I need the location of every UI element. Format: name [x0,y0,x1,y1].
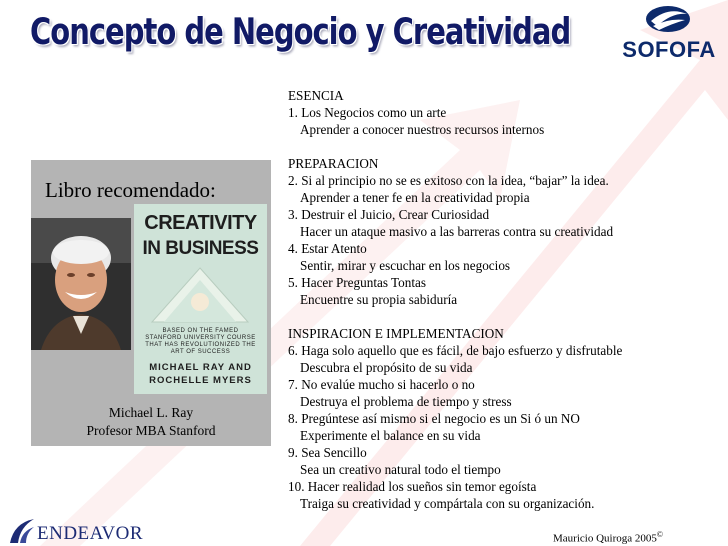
sofofa-logo [615,4,723,66]
footer-credit-text: Mauricio Quiroga 2005 [553,532,657,545]
panel-heading: Libro recomendado: [45,178,216,202]
page-title: Concepto de Negocio y Creatividad [30,10,571,53]
principle-item: 8. Pregúntese así mismo si el negocio es un Si ó un NO [288,411,580,426]
principle-description: Destruya el problema de tiempo y stress [300,394,512,409]
endeavor-logo [8,515,144,545]
principle-item: 7. No evalúe mucho si hacerlo o no [288,377,475,392]
book-cover-blurb: BASED ON THE FAMED STANFORD UNIVERSITY COURSE THAT HAS REVOLUTIONIZED THE ART OF SUCCESS [145,328,256,355]
sofofa-logo-mark-icon [643,4,693,34]
principle-item: 3. Destruir el Juicio, Crear Curiosidad [288,207,490,222]
principle-item: 4. Estar Atento [288,241,367,256]
author-photo [31,218,131,350]
principle-item: ESENCIA [288,88,344,103]
principle-item: 6. Haga solo aquello que es fácil, de bajo esfuerzo y disfrutable [288,343,623,358]
principle-item: 5. Hacer Preguntas Tontas [288,275,426,290]
endeavor-logo-icon [8,517,36,545]
book-cover-title: CREATIVITY [144,212,257,234]
book-cover-author-1: MICHAEL RAY AND [149,362,252,373]
principles-list [288,87,718,512]
principle-description: Encuentre su propia sabiduría [300,292,458,307]
principle-description: Traiga su creatividad y compártala con su organización. [300,496,595,511]
principle-item: 1. Los Negocios como un arte [288,105,447,120]
sofofa-logo-text: SOFOFA [622,37,716,62]
content-spacer [288,138,718,155]
principle-item: PREPARACION [288,156,379,171]
principle-description: Descubra el propósito de su vida [300,360,473,375]
principle-item: 2. Si al principio no se es exitoso con la idea, “bajar” la idea. [288,173,609,188]
footer-credit [553,530,663,545]
copyright-mark: © [656,530,663,539]
book-cover [134,204,267,394]
author-portrait-image [31,218,131,350]
content-spacer [288,308,718,325]
principle-item: 9. Sea Sencillo [288,445,367,460]
principle-item: 10. Hacer realidad los sueños sin temor egoísta [288,479,537,494]
endeavor-logo-text: ENDEAVOR [37,523,144,544]
book-cover-authors [140,361,261,387]
principle-item: INSPIRACION E IMPLEMENTACION [288,326,504,341]
author-role: Profesor MBA Stanford [86,423,216,438]
principle-description: Aprender a conocer nuestros recursos internos [300,122,545,137]
book-recommendation-panel [31,160,271,446]
principle-description: Sentir, mirar y escuchar en los negocios [300,258,511,273]
principle-description: Aprender a tener fe en la creatividad propia [300,190,530,205]
book-cover-subtitle: IN BUSINESS [142,238,259,259]
principle-description: Experimente el balance en su vida [300,428,481,443]
author-name: Michael L. Ray [108,405,194,420]
book-cover-illustration [150,266,251,324]
principle-description: Sea un creativo natural todo el tiempo [300,462,501,477]
principle-description: Hacer un ataque masivo a las barreras contra su creatividad [300,224,614,239]
author-caption [31,404,271,440]
book-cover-author-2: ROCHELLE MYERS [149,375,252,386]
